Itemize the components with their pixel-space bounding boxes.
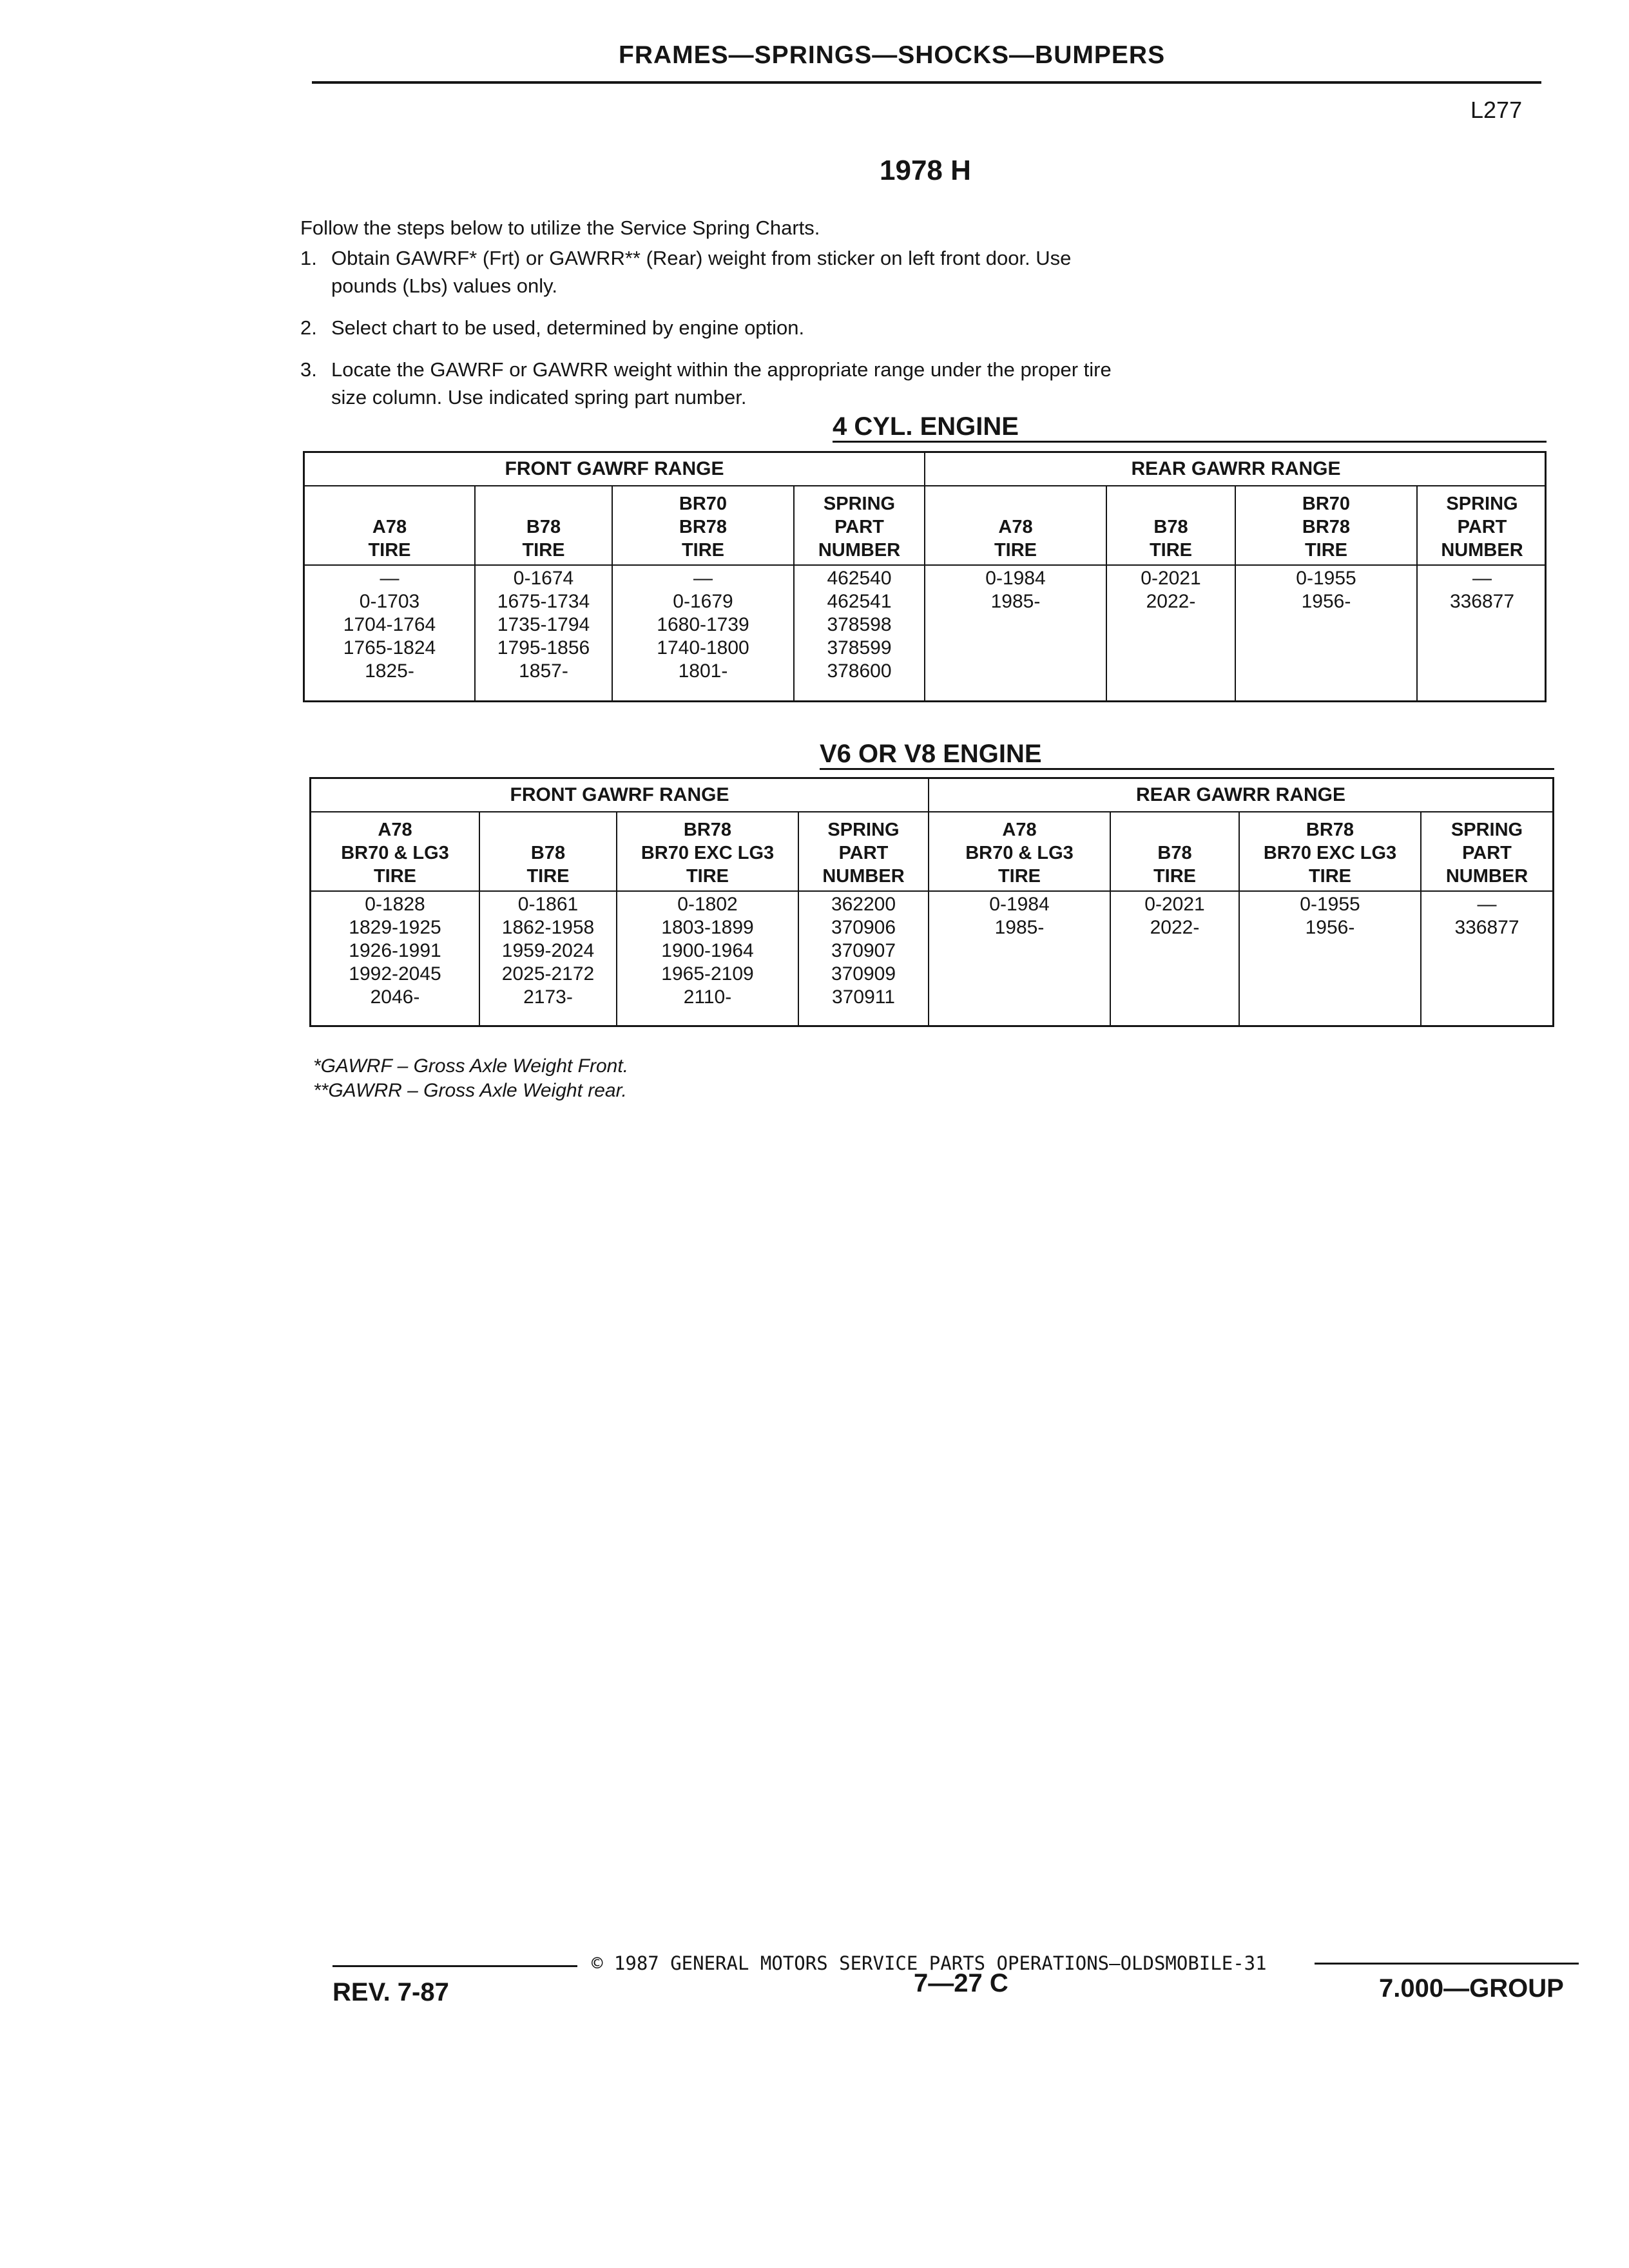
table-title-v6-v8: V6 OR V8 ENGINE (820, 740, 1042, 768)
step-number: 3. (300, 358, 317, 381)
column-header-line: BR78 (679, 517, 728, 537)
table-cell: 370906 (831, 917, 896, 938)
table-cell: 1862-1958 (501, 917, 595, 938)
table-column-data (613, 566, 795, 700)
table-cell: 1900-1964 (661, 940, 754, 961)
column-header (795, 486, 925, 566)
table-cell: 370911 (832, 986, 895, 1008)
rear-range-label: REAR GAWRR RANGE (929, 779, 1552, 812)
column-header-line: BR70 & LG3 (341, 843, 449, 863)
column-header-line: TIRE (1308, 866, 1352, 887)
table-cell: 336877 (1449, 591, 1515, 612)
column-header-line: SPRING (823, 494, 896, 514)
table-title-rule (820, 768, 1554, 770)
column-header (480, 812, 617, 892)
column-header (925, 486, 1107, 566)
column-header (1422, 812, 1552, 892)
column-header-line: BR70 EXC LG3 (1263, 843, 1397, 863)
table-cell: 0-2021 (1144, 894, 1205, 915)
table-cell: 378600 (827, 660, 892, 682)
table-cell: 0-1984 (985, 568, 1046, 589)
column-header-line: TIRE (994, 540, 1037, 561)
table-cell: 1795-1856 (497, 637, 590, 658)
table-column-data (305, 566, 476, 700)
column-header-line: TIRE (998, 866, 1041, 887)
step-text: Obtain GAWRF* (Frt) or GAWRR** (Rear) weight from sticker on left front door. Use pounds (Lbs) values only. (331, 247, 1072, 297)
table-column-data (799, 892, 929, 1025)
table-column-data (795, 566, 925, 700)
table-cell: 2022- (1146, 591, 1196, 612)
table-column-data (925, 566, 1107, 700)
table-cell: 0-1955 (1300, 894, 1360, 915)
header-title: FRAMES—SPRINGS—SHOCKS—BUMPERS (619, 41, 1166, 69)
instruction-step (300, 356, 1138, 411)
table-cell: 1675-1734 (497, 591, 590, 612)
footnotes (313, 1054, 628, 1103)
copyright-line: © 1987 GENERAL MOTORS SERVICE PARTS OPERATIONS—OLDSMOBILE-31 (592, 1952, 1267, 1974)
column-header-line: BR70 (679, 494, 728, 514)
column-header (305, 486, 476, 566)
table-column-data (1418, 566, 1547, 700)
instructions-intro: Follow the steps below to utilize the Service Spring Charts. (300, 216, 820, 239)
spring-chart-v6-v8 (309, 777, 1554, 1027)
table-cell: — (693, 568, 713, 589)
table-cell: 1704-1764 (343, 614, 436, 635)
column-header-line: SPRING (1446, 494, 1518, 514)
table-cell: 0-1828 (365, 894, 425, 915)
column-header-line: TIRE (681, 540, 725, 561)
table-cell: 0-1984 (989, 894, 1050, 915)
step-number: 2. (300, 316, 317, 339)
footer-rule (333, 1965, 577, 1967)
column-header (311, 812, 480, 892)
revision-label: REV. 7-87 (333, 1978, 449, 2006)
column-header-line: B78 (526, 517, 561, 537)
column-header-line: NUMBER (822, 866, 905, 887)
column-header-line: SPRING (827, 820, 900, 840)
column-header-line: BR78 (1302, 517, 1351, 537)
footnote: *GAWRF – Gross Axle Weight Front. (313, 1055, 629, 1077)
header-rule (312, 81, 1541, 84)
table-cell: — (1472, 568, 1492, 589)
column-header-line: B78 (1157, 843, 1192, 863)
table-cell: 1992-2045 (349, 963, 441, 985)
table-column-data (1236, 566, 1418, 700)
table-cell: 462540 (827, 568, 892, 589)
model-year: 1978 H (880, 155, 971, 186)
step-text: Select chart to be used, determined by engine option. (331, 316, 805, 339)
column-header (1111, 812, 1240, 892)
table-cell: — (380, 568, 400, 589)
column-header (799, 812, 929, 892)
table-cell: 1801- (678, 660, 728, 682)
table-cell: 1825- (365, 660, 414, 682)
column-header-line: TIRE (1149, 540, 1193, 561)
footer-rule (1315, 1963, 1579, 1965)
table-column-data (311, 892, 480, 1025)
column-header-line: BR78 (683, 820, 732, 840)
table-cell: 1735-1794 (497, 614, 590, 635)
table-cell: 1857- (519, 660, 568, 682)
table-column-data (1107, 566, 1236, 700)
column-header-line: BR70 & LG3 (965, 843, 1074, 863)
table-cell: 1829-1925 (349, 917, 441, 938)
table-cell: 370907 (831, 940, 896, 961)
column-header-line: TIRE (686, 866, 729, 887)
table-cell: 1765-1824 (343, 637, 436, 658)
column-header-line: TIRE (373, 866, 417, 887)
column-header (1418, 486, 1547, 566)
table-cell: 1740-1800 (657, 637, 749, 658)
column-header (617, 812, 799, 892)
rear-range-label: REAR GAWRR RANGE (925, 453, 1547, 486)
column-header-line: NUMBER (818, 540, 901, 561)
table-cell: 378598 (827, 614, 892, 635)
table-cell: 1956- (1301, 591, 1351, 612)
column-header-line: TIRE (1304, 540, 1348, 561)
step-number: 1. (300, 247, 317, 269)
column-header-line: NUMBER (1445, 866, 1528, 887)
column-header-line: NUMBER (1441, 540, 1523, 561)
table-cell: 0-1802 (677, 894, 738, 915)
table-column-data (480, 892, 617, 1025)
column-header-line: TIRE (526, 866, 570, 887)
column-header-line: SPRING (1451, 820, 1523, 840)
table-column-data (1240, 892, 1422, 1025)
column-header-line: PART (838, 843, 889, 863)
table-column-data (929, 892, 1111, 1025)
table-cell: 362200 (831, 894, 896, 915)
column-header-line: BR70 (1302, 494, 1351, 514)
column-header-line: PART (834, 517, 884, 537)
table-cell: 462541 (827, 591, 892, 612)
table-column-data (1422, 892, 1552, 1025)
table-cell: 0-2021 (1141, 568, 1201, 589)
column-header (1236, 486, 1418, 566)
column-header-line: TIRE (1153, 866, 1197, 887)
table-title-4cyl: 4 CYL. ENGINE (833, 412, 1019, 441)
table-cell: 0-1703 (359, 591, 420, 612)
column-header (1107, 486, 1236, 566)
table-cell: 0-1861 (517, 894, 579, 915)
column-header-line: A78 (372, 517, 407, 537)
step-text: Locate the GAWRF or GAWRR weight within the appropriate range under the proper tire size column. Use indicated spring part number. (331, 358, 1112, 408)
column-header-line: TIRE (522, 540, 565, 561)
group-label: 7.000—GROUP (1379, 1974, 1564, 2003)
column-header-line: PART (1457, 517, 1507, 537)
instruction-step (300, 314, 1138, 341)
table-cell: 2022- (1150, 917, 1200, 938)
column-header-line: B78 (530, 843, 566, 863)
table-cell: 2046- (370, 986, 420, 1008)
column-header-line: B78 (1153, 517, 1188, 537)
column-header-line: TIRE (368, 540, 411, 561)
table-cell: 1680-1739 (657, 614, 749, 635)
page-number: 7—27 C (914, 1969, 1008, 1997)
column-header-line: BR70 EXC LG3 (641, 843, 775, 863)
table-cell: 1803-1899 (661, 917, 754, 938)
column-header-line: PART (1462, 843, 1512, 863)
page-code: L277 (1470, 97, 1523, 123)
table-cell: 378599 (827, 637, 892, 658)
table-cell: 2110- (683, 986, 732, 1008)
table-cell: 0-1679 (673, 591, 733, 612)
table-cell: — (1477, 894, 1497, 915)
column-header-line: A78 (378, 820, 412, 840)
footnote: **GAWRR – Gross Axle Weight rear. (313, 1080, 627, 1101)
instruction-step (300, 244, 1138, 300)
table-cell: 2025-2172 (501, 963, 595, 985)
table-cell: 370909 (831, 963, 896, 985)
spring-chart-4cyl (303, 451, 1547, 702)
table-cell: 1985- (994, 917, 1045, 938)
table-cell: 336877 (1454, 917, 1519, 938)
front-range-label: FRONT GAWRF RANGE (305, 453, 925, 486)
table-cell: 1959-2024 (501, 940, 595, 961)
front-range-label: FRONT GAWRF RANGE (311, 779, 929, 812)
instructions (300, 214, 1138, 425)
table-cell: 1926-1991 (349, 940, 441, 961)
table-cell: 1965-2109 (661, 963, 754, 985)
table-column-data (1111, 892, 1240, 1025)
table-cell: 2173- (523, 986, 573, 1008)
column-header (1240, 812, 1422, 892)
table-title-rule (833, 441, 1547, 443)
table-cell: 1956- (1305, 917, 1355, 938)
table-column-data (476, 566, 613, 700)
table-column-data (617, 892, 799, 1025)
table-cell: 0-1955 (1296, 568, 1356, 589)
column-header (929, 812, 1111, 892)
table-cell: 0-1674 (513, 568, 574, 589)
column-header (476, 486, 613, 566)
column-header-line: A78 (998, 517, 1033, 537)
column-header (613, 486, 795, 566)
table-cell: 1985- (990, 591, 1041, 612)
column-header-line: BR78 (1306, 820, 1354, 840)
column-header-line: A78 (1002, 820, 1037, 840)
